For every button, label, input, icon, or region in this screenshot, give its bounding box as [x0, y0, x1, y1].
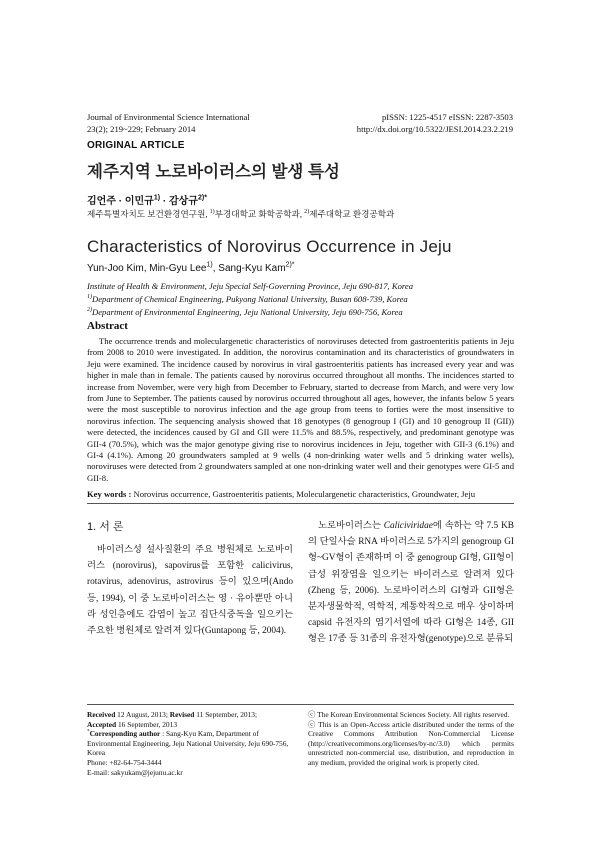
affiliations-korean	[87, 208, 394, 220]
keywords-line	[87, 489, 514, 499]
keywords-text: Norovirus occurrence, Gastroenteritis patients, Moleculargenetic characteristics, Groundwater, Jeju	[131, 489, 476, 499]
abstract-text: The occurrence trends and moleculargenetic characteristics of noroviruses detected from gastroenteritis patients in Jeju from 2008 to 2010 were investigated. In addition, the norovirus contamination and its characteristics of groundwaters in Jeju were examined. The incidence caused by norovirus in viral gastroenteritis patients has increased every year and was higher in male than in female. The patients caused by norovirus occurred throughout all months. The incidences started to increase from November, were very high from December to February, started to decrease from March, and were very low from June to September. The patients caused by norovirus occurred throughout all ages, however, the infants below 5 years were the most susceptible to norovirus infection and the age group from teens to forties were the most insensitive to norovirus infection. The sequencing analysis showed that 18 genotypes (8 genogroup I (GI) and 10 genogroup II (GII)) were detected, the incidences caused by GI and GII were 11.5% and 88.5%, respectively, and predominant genotype was GII-4 (70.5%), which was the major genotype giving rise to norovirus incidences in Jeju, together with GII-3 (6.1%) and GI-4 (4.1%). Among 20 groundwaters sampled at 9 wells (4 non-drinking water wells and 5 drinking water wells), noroviruses were detected from 2 groundwaters sampled at one non-drinking water well and their genotypes were GI-5 and GII-8.	[87, 336, 514, 483]
keywords-label: Key words :	[87, 489, 132, 499]
copyright-line: ⓒ The Korean Environmental Sciences Society. All rights reserved.	[308, 710, 510, 719]
received-date: 12 August, 2013;	[115, 710, 170, 719]
title-korean: 제주지역 노로바이러스의 발생 특성	[87, 163, 340, 181]
author-en-2-mark: 2)*	[285, 261, 295, 269]
body-column-right	[308, 518, 514, 648]
intro-p2-family: Caliciviridae	[383, 521, 433, 531]
affil-en-3-mark: 2)	[87, 306, 93, 313]
affil-ko-2-mark: 2)	[304, 209, 310, 216]
affil-ko-2: 부경대학교 화학공학과,	[214, 209, 305, 219]
doi-link[interactable]: http://dx.doi.org/10.5322/JESI.2014.23.2.219	[356, 124, 513, 134]
affil-en-2-line	[87, 293, 413, 306]
keywords-divider	[87, 503, 514, 504]
revised-label: Revised	[169, 710, 195, 719]
corr-label: Corresponding author	[89, 729, 161, 739]
journal-volume: 23(2); 219~229; February 2014	[87, 124, 196, 134]
author-ko-2: · 감상규	[160, 196, 198, 207]
dates-line-2	[87, 720, 293, 730]
affil-en-2: Department of Chemical Engineering, Pukyong National University, Busan 608-739, Korea	[92, 293, 408, 304]
author-en-2: , Sang-Kyu Kam	[212, 263, 286, 274]
authors-english	[87, 263, 295, 274]
section-heading-introduction: 1. 서 론	[87, 521, 124, 533]
license-notice	[308, 710, 514, 768]
affil-en-1: Institute of Health & Environment, Jeju Special Self-Governing Province, Jeju 690-817, Korea	[87, 281, 414, 291]
body-column-left	[87, 518, 293, 639]
revised-date: 11 September, 2013;	[194, 710, 258, 719]
corr-email[interactable]: E-mail: sakyukam@jejunu.ac.kr	[87, 767, 183, 777]
correspondence	[87, 729, 293, 758]
journal-header-right	[357, 111, 513, 135]
affil-ko-3: 제주대학교 환경공학과	[309, 209, 395, 219]
intro-paragraph-1: 바이러스성 설사질환의 주요 병원체로 노로바이러스 (norovirus), sapovirus를 포함한 calicivirus, rotavirus, adenovirus, astrovirus 등이 있으며(Ando 등, 1994), 이 중 노로바이러스는 영 · 유아뿐만 아니라 성인층에도 감염이 높고 집단식중독을 일으키는 주요한 병원체로 알려져 있다(Guntapong 등, 2004).	[87, 545, 293, 637]
intro-p2-start: 노로바이러스는	[318, 521, 384, 531]
footnote-dates-correspondence	[87, 710, 293, 777]
footnote-divider	[87, 704, 514, 705]
affil-en-2-mark: 1)	[87, 293, 93, 300]
intro-p2-rest: 에 속하는 약 7.5 KB의 단일사슬 RNA 바이러스로 5가지의 genogroup GI형~GV형이 존재하며 이 중 genogroup GI형, GII형이 급성 위장염을 일으키는 바이러스로 알려져 있다(Zheng 등, 2006). 노로바이러스의 GI형과 GII형은 분자생물학적, 역학적, 계통학적으로 매우 상이하며 capsid 유전자의 염기서열에 따라 GI형은 14종, GII형은 17종 등 31종의 유전자형(genotype)으로 분류되	[308, 521, 514, 645]
article-type: ORIGINAL ARTICLE	[87, 140, 185, 151]
author-en-1-mark: 1)	[206, 261, 213, 269]
abstract-heading: Abstract	[87, 320, 128, 332]
authors-korean	[87, 192, 207, 207]
affiliations-english	[87, 280, 413, 318]
abstract-section	[87, 320, 514, 484]
received-label: Received	[87, 710, 116, 719]
affil-en-3: Department of Environmental Engineering, Jeju National University, Jeju 690-756, Korea	[92, 306, 403, 317]
author-en-1: Yun-Joo Kim, Min-Gyu Lee	[87, 263, 207, 274]
affil-en-3-line	[87, 306, 413, 319]
license-text: ⓒ This is an Open-Access article distributed under the terms of the Creative Commons Attribution Non-Commercial License (http://creativecommons.org/licenses/by-nc/3.0) which permits unrestricted non-commercial use, distribution, and reproduction in any medium, provided the original work is properly cited.	[308, 719, 514, 767]
journal-header-left	[87, 111, 250, 135]
author-ko-2-mark: 2)*	[197, 194, 207, 202]
corr-phone: Phone: +82-64-754-3444	[87, 757, 162, 767]
author-ko-1: 김언주 · 이민규	[87, 196, 154, 207]
accepted-date: 16 September, 2013	[116, 719, 178, 729]
journal-name: Journal of Environmental Science International	[87, 112, 250, 122]
title-english: Characteristics of Norovirus Occurrence in Jeju	[87, 237, 452, 256]
dates-line-1	[87, 710, 293, 720]
issn-line: pISSN: 1225-4517 eISSN: 2287-3503	[381, 112, 513, 122]
corr-text: : Sang-Kyu Kam, Department of Environmental Engineering, Jeju National University, Jeju 690-756, Korea	[87, 729, 289, 758]
corr-mark: *	[87, 728, 90, 735]
affil-ko-1: 제주특별자치도 보건환경연구원,	[87, 209, 210, 219]
intro-paragraph-2	[308, 518, 514, 648]
author-ko-1-mark: 1)	[153, 194, 161, 202]
affil-ko-1-mark: 1)	[209, 209, 215, 216]
accepted-label: Accepted	[87, 719, 117, 729]
